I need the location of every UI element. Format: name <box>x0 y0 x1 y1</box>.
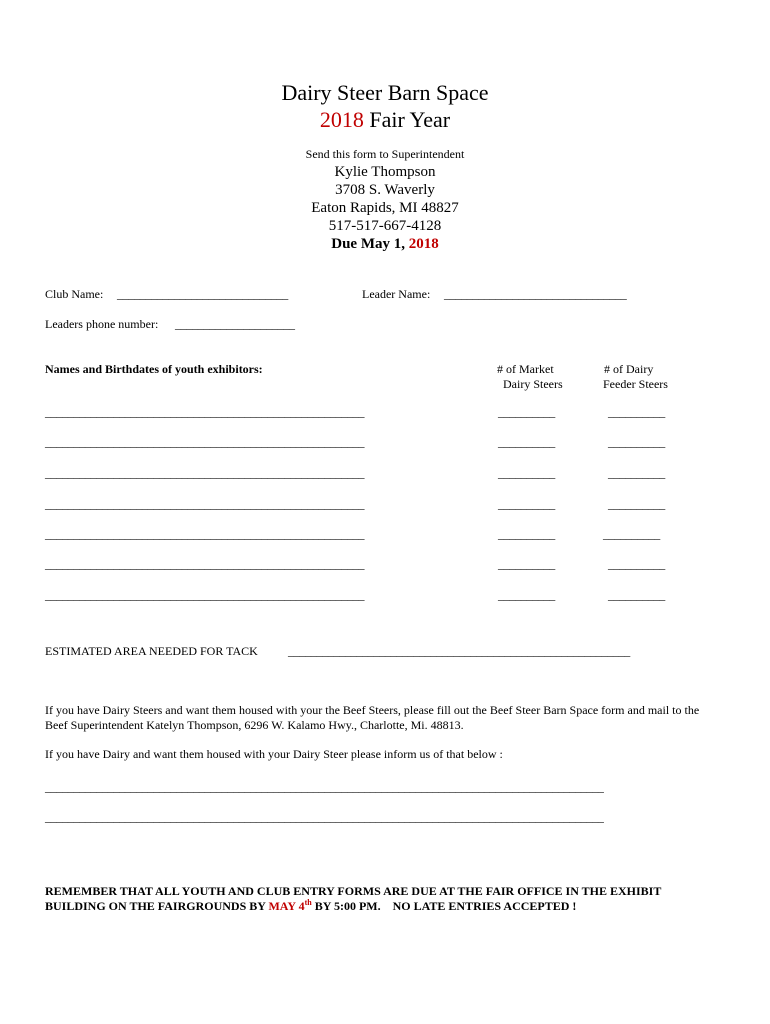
club-name-label: Club Name: <box>45 287 104 301</box>
superintendent-name: Kylie Thompson <box>334 164 436 180</box>
exhibitor-name-field[interactable]: ________________________________________________________ <box>45 435 365 449</box>
feeder-count-field[interactable]: __________ <box>608 497 666 511</box>
send-to-instruction: Send this form to Superintendent <box>305 147 465 161</box>
reminder-line1: REMEMBER THAT ALL YOUTH AND CLUB ENTRY FORMS ARE DUE AT THE FAIR OFFICE IN THE EXHIBIT <box>45 884 662 898</box>
market-count-field[interactable]: __________ <box>498 435 556 449</box>
exhibitor-name-field[interactable]: ________________________________________________________ <box>45 527 365 541</box>
feeder-count-field[interactable]: __________ <box>608 557 666 571</box>
tack-area-label: ESTIMATED AREA NEEDED FOR TACK <box>45 644 258 658</box>
market-count-field[interactable]: __________ <box>498 405 556 419</box>
market-count-field[interactable]: __________ <box>498 466 556 480</box>
reminder-due-date-text: MAY 4 <box>268 899 305 913</box>
beef-steer-note-line1: If you have Dairy Steers and want them housed with your the Beef Steers, please fill out the Beef Steer Barn Space form and mail to the <box>45 703 700 717</box>
due-date-label: Due May 1, <box>331 236 405 252</box>
reminder-due-date-suffix: th <box>304 898 312 907</box>
feeder-count-field[interactable]: __________ <box>603 527 661 541</box>
leader-phone-field[interactable]: _____________________ <box>175 317 295 331</box>
leader-name-label: Leader Name: <box>362 287 431 301</box>
due-date <box>0 235 770 253</box>
feeder-header-line2: Feeder Steers <box>603 377 668 391</box>
fair-year-label: Fair Year <box>369 107 451 132</box>
exhibitor-name-field[interactable]: ________________________________________________________ <box>45 497 365 511</box>
beef-steer-note-line2: Beef Superintendent Katelyn Thompson, 6296 W. Kalamo Hwy., Charlotte, Mi. 48813. <box>45 718 464 732</box>
superintendent-phone: 517-517-667-4128 <box>328 218 442 234</box>
superintendent-address-street: 3708 S. Waverly <box>335 182 435 198</box>
market-count-field[interactable]: __________ <box>498 557 556 571</box>
leader-name-field[interactable]: ________________________________ <box>444 287 627 301</box>
club-name-field[interactable]: ______________________________ <box>117 287 289 301</box>
exhibitor-name-field[interactable]: ________________________________________________________ <box>45 557 365 571</box>
feeder-count-field[interactable]: __________ <box>608 588 666 602</box>
reminder-line2 <box>45 899 576 914</box>
feeder-header-line1: # of Dairy <box>604 362 654 376</box>
dairy-housing-answer-line1[interactable]: __________________________________________________________________________________________________ <box>45 780 604 794</box>
reminder-deadline-text: BY 5:00 PM. NO LATE ENTRIES ACCEPTED ! <box>314 899 577 913</box>
feeder-count-field[interactable]: __________ <box>608 435 666 449</box>
dairy-housing-note: If you have Dairy and want them housed with your Dairy Steer please inform us of that below : <box>45 747 503 761</box>
fair-year-number: 2018 <box>319 107 364 132</box>
names-header: Names and Birthdates of youth exhibitors: <box>45 362 263 376</box>
exhibitor-name-field[interactable]: ________________________________________________________ <box>45 588 365 602</box>
fair-year-heading <box>0 107 770 133</box>
form-title: Dairy Steer Barn Space <box>281 80 489 105</box>
feeder-count-field[interactable]: __________ <box>608 466 666 480</box>
exhibitor-name-field[interactable]: ________________________________________________________ <box>45 466 365 480</box>
feeder-count-field[interactable]: __________ <box>608 405 666 419</box>
reminder-due-date <box>268 899 311 913</box>
superintendent-address-city: Eaton Rapids, MI 48827 <box>311 200 459 216</box>
exhibitor-name-field[interactable]: ________________________________________________________ <box>45 405 365 419</box>
market-header-line2: Dairy Steers <box>503 377 563 391</box>
dairy-housing-answer-line2[interactable]: __________________________________________________________________________________________________ <box>45 810 604 824</box>
market-count-field[interactable]: __________ <box>498 527 556 541</box>
market-count-field[interactable]: __________ <box>498 497 556 511</box>
tack-area-field[interactable]: ____________________________________________________________ <box>288 644 631 658</box>
reminder-building-text: BUILDING ON THE FAIRGROUNDS BY <box>45 899 266 913</box>
market-header-line1: # of Market <box>497 362 554 376</box>
market-count-field[interactable]: __________ <box>498 588 556 602</box>
due-date-year: 2018 <box>408 236 439 252</box>
leader-phone-label: Leaders phone number: <box>45 317 159 331</box>
